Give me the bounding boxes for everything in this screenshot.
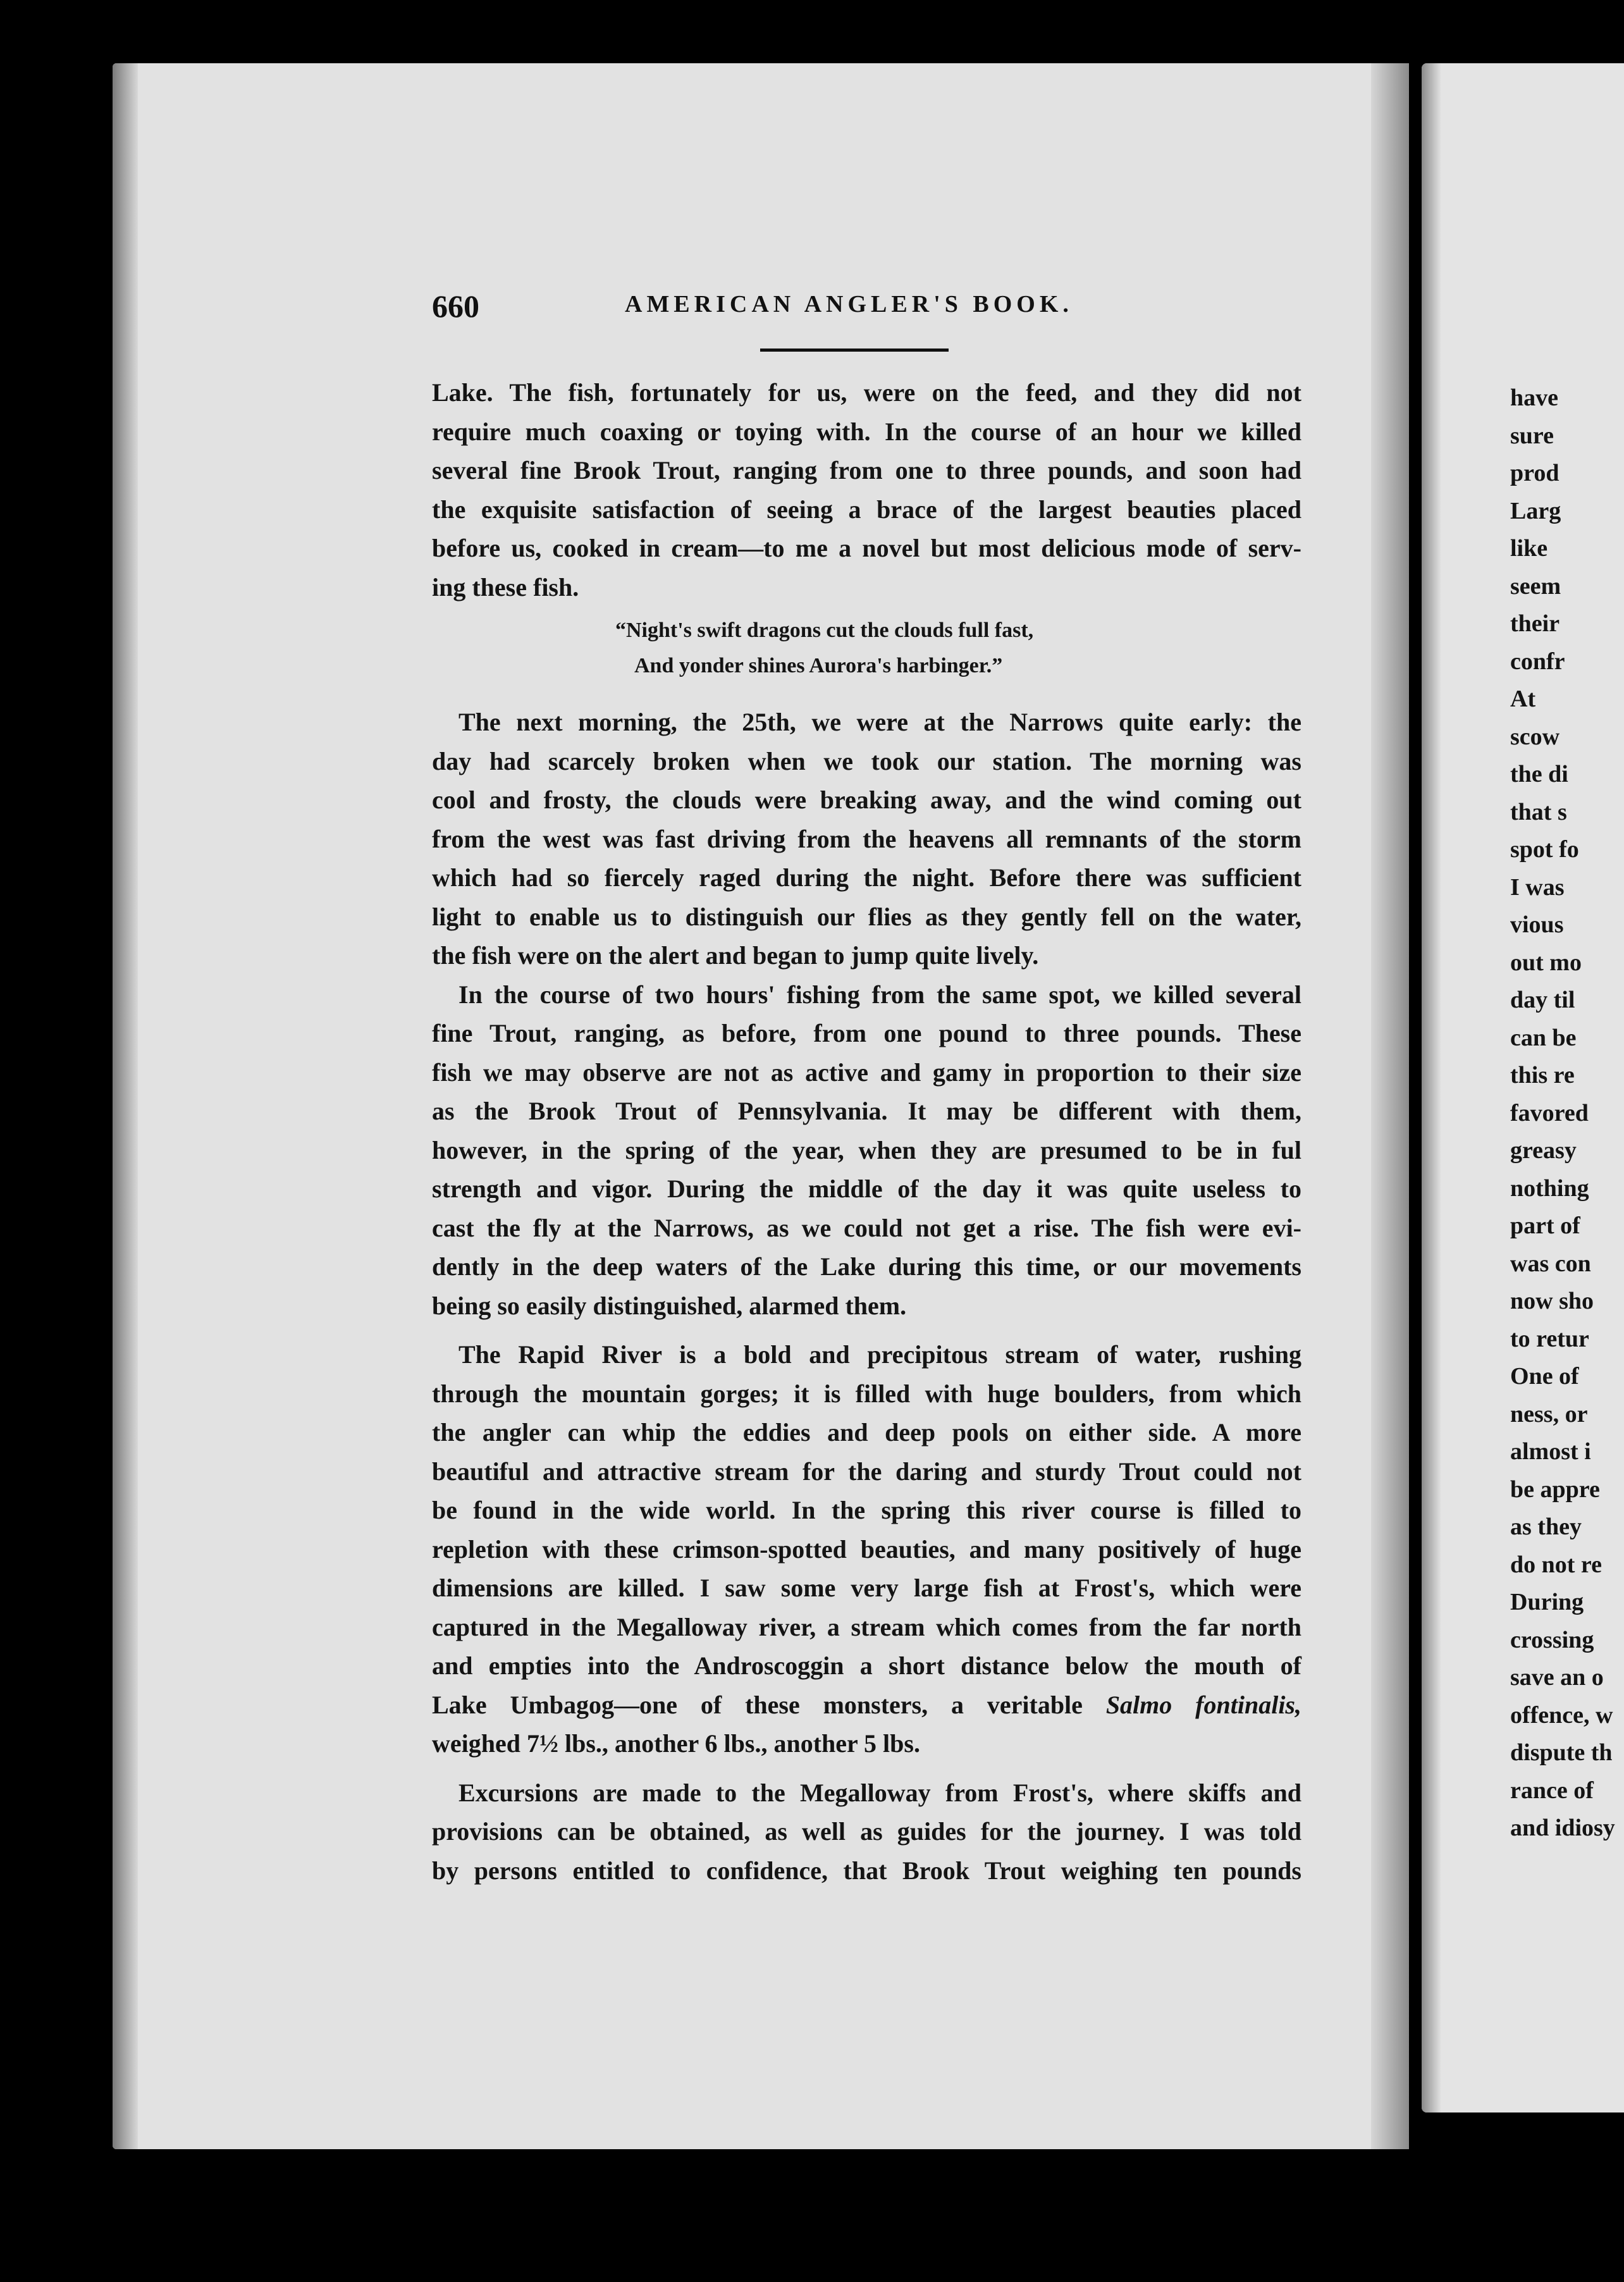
text-line: the angler can whip the eddies and deep pools on either side. A more (432, 1418, 1301, 1446)
text-line: the fish were on the alert and began to jump quite lively. (432, 941, 1039, 970)
fragment-line: During (1510, 1589, 1584, 1615)
text-line: several fine Brook Trout, ranging from one to three pounds, and soon had (432, 456, 1301, 484)
spine-shadow (1371, 63, 1409, 2149)
text-line (432, 1686, 1301, 1725)
text-line: which had so fiercely raged during the night. Before there was sufficient (432, 863, 1301, 892)
fragment-line: One of (1510, 1363, 1579, 1390)
text-line: being so easily distinguished, alarmed them. (432, 1291, 907, 1320)
fragment-line: have (1510, 385, 1558, 411)
verse-quote (615, 613, 1301, 684)
page-edge-shadow (113, 63, 138, 2149)
text-line: repletion with these crimson-spotted beauties, and many positively of huge (432, 1534, 1301, 1563)
fragment-line: do not re (1510, 1551, 1602, 1578)
text-line: before us, cooked in cream—to me a novel but most delicious mode of serv- (432, 534, 1301, 562)
fragment-line: out mo (1510, 949, 1582, 976)
text-line: be found in the wide world. In the spring this river course is filled to (432, 1496, 1301, 1524)
fragment-line: vious (1510, 911, 1564, 938)
fragment-line: to retur (1510, 1325, 1589, 1352)
fragment-line: save an o (1510, 1664, 1604, 1691)
scientific-name: Salmo fontinalis, (1105, 1690, 1301, 1719)
text-line: day had scarcely broken when we took our station. The morning was (432, 746, 1301, 775)
fragment-line: ness, or (1510, 1400, 1588, 1428)
fragment-line: nothing (1510, 1175, 1589, 1202)
paragraph-5 (432, 1773, 1301, 1890)
text-line: The Rapid River is a bold and precipitous stream of water, rushing (458, 1340, 1301, 1369)
fragment-line: that s (1510, 798, 1567, 825)
fragment-line: prod (1510, 460, 1559, 486)
text-line: captured in the Megalloway river, a stream which comes from the far north (432, 1612, 1301, 1641)
verse-line: “Night's swift dragons cut the clouds full fast, (615, 619, 1034, 642)
paragraph-1 (432, 373, 1301, 607)
fragment-line: sure (1510, 422, 1554, 449)
text-line: dently in the deep waters of the Lake during this time, or our movements (432, 1252, 1301, 1281)
text-line: and empties into the Androscoggin a short distance below the mouth of (432, 1651, 1301, 1680)
fragment-line: their (1510, 610, 1560, 637)
text-line: weighed 7½ lbs., another 6 lbs., another 5 lbs. (432, 1729, 920, 1758)
text-line: require much coaxing or toying with. In the course of an hour we killed (432, 417, 1301, 446)
fragment-line: like (1510, 535, 1548, 562)
fragment-line: I was (1510, 873, 1565, 901)
fragment-line: scow (1510, 723, 1560, 750)
fragment-line: offence, w (1510, 1701, 1613, 1729)
fragment-line: greasy (1510, 1137, 1577, 1164)
text-line: fine Trout, ranging, as before, from one pound to three pounds. These (432, 1019, 1301, 1047)
text-line: the exquisite satisfaction of seeing a brace of the largest beauties placed (432, 495, 1301, 524)
text-line: The next morning, the 25th, we were at the Narrows quite early: the (458, 708, 1301, 736)
text-line: as the Brook Trout of Pennsylvania. It may be different with them, (432, 1097, 1301, 1125)
text-line: Lake. The fish, fortunately for us, were on the feed, and they did not (432, 378, 1301, 407)
text-line-part: Lake Umbagog—one of these monsters, a veritable (432, 1690, 1106, 1719)
fragment-line: part of (1510, 1212, 1580, 1239)
fragment-line: can be (1510, 1024, 1577, 1051)
fragment-line: rance of (1510, 1777, 1594, 1804)
fragment-line: seem (1510, 572, 1561, 600)
text-line: however, in the spring of the year, when they are presumed to be in ful (432, 1135, 1301, 1164)
fragment-line: now sho (1510, 1288, 1594, 1314)
text-line: through the mountain gorges; it is filled with huge boulders, from which (432, 1379, 1301, 1408)
fragment-line: confr (1510, 648, 1565, 675)
text-line: by persons entitled to confidence, that Brook Trout weighing ten pounds (432, 1856, 1301, 1885)
body-text (432, 373, 1301, 1890)
text-line: strength and vigor. During the middle of the day it was quite useless to (432, 1175, 1301, 1203)
text-line: from the west was fast driving from the heavens all remnants of the storm (432, 824, 1301, 853)
text-line: ing these fish. (432, 572, 579, 601)
fragment-line: favored (1510, 1099, 1589, 1126)
text-line: In the course of two hours' fishing from the same spot, we killed several (458, 980, 1301, 1009)
fragment-line: At (1510, 686, 1536, 712)
fragment-line: dispute th (1510, 1739, 1613, 1766)
fragment-line: crossing (1510, 1626, 1594, 1653)
right-page-text (1510, 379, 1624, 1847)
text-line: Excursions are made to the Megalloway from Frost's, where skiffs and (458, 1778, 1301, 1807)
fragment-line: was con (1510, 1250, 1591, 1277)
fragment-line: spot fo (1510, 836, 1579, 863)
paragraph-3 (432, 975, 1301, 1326)
page-number: 660 (432, 288, 479, 324)
header-rule (760, 348, 949, 352)
paragraph-2 (432, 703, 1301, 975)
right-page-edge-shadow (1422, 63, 1441, 2112)
fragment-line: the di (1510, 761, 1568, 787)
text-line: fish we may observe are not as active and gamy in proportion to their size (432, 1058, 1301, 1087)
fragment-line: and idiosy (1510, 1815, 1615, 1841)
page-header (432, 288, 1099, 326)
text-line: dimensions are killed. I saw some very large fish at Frost's, which were (432, 1574, 1301, 1602)
text-line: beautiful and attractive stream for the daring and sturdy Trout could not (432, 1457, 1301, 1486)
paragraph-4 (432, 1335, 1301, 1763)
fragment-line: day til (1510, 987, 1575, 1013)
verse-line: And yonder shines Aurora's harbinger.” (634, 654, 1003, 677)
fragment-line: as they (1510, 1514, 1582, 1540)
fragment-line: Larg (1510, 497, 1561, 524)
fragment-line: be appre (1510, 1476, 1600, 1503)
fragment-line: almost i (1510, 1438, 1591, 1465)
text-line: cast the fly at the Narrows, as we could not get a rise. The fish were evi- (432, 1213, 1301, 1242)
text-line: cool and frosty, the clouds were breaking away, and the wind coming out (432, 786, 1301, 814)
text-line: light to enable us to distinguish our flies as they gently fell on the water, (432, 902, 1301, 931)
text-line: provisions can be obtained, as well as guides for the journey. I was told (432, 1817, 1301, 1846)
running-title: AMERICAN ANGLER'S BOOK. (625, 291, 1073, 318)
fragment-line: this re (1510, 1062, 1575, 1089)
